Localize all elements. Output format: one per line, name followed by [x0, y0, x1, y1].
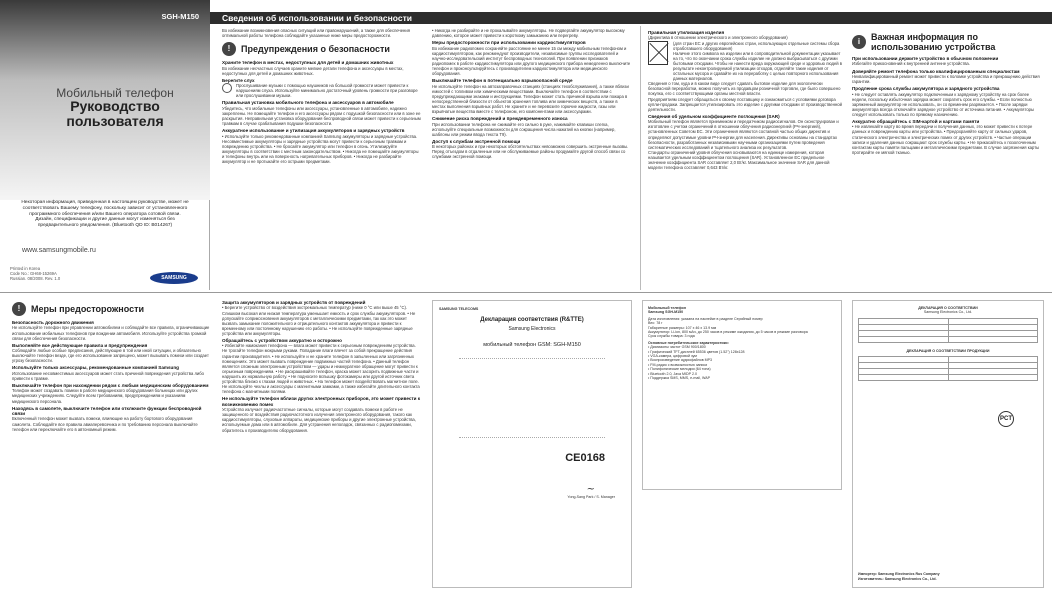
cert-table-2 [858, 356, 1038, 381]
page2-col-b [852, 28, 1044, 290]
paragraph: Стандарты ограничений уровня облучения основываются на единице измерения, которая называется удельным коэффициентом поглощения (SAR). Установленное ЕС предельное значение коэффициента SAR составляет 2,0 Вт/кг. Максимальное значение SAR для данной модели телефона составляет 0,643 Вт/кг. [648, 149, 830, 171]
paragraph: • Берегите устройство от воздействия экстремальных температур (ниже 0 °C или выше 45 °C). Слишком высокая или низкая температура уменьшает емкость и срок службы аккумуляторов. • Не допускайте соприкосновения аккумуляторов с металлическими предметами, так как это может вызвать замыкание положительного и отрицательного контактов аккумулятора и привести к временному или постоянному нарушению его работы. • Не используйте поврежденные зарядные устройства или аккумуляторы. [222, 305, 416, 336]
paragraph: Предприятиям следует обращаться к своему поставщику и ознакомиться с условиями договора купли-продажи. Запрещается утилизировать это изделие с другими отходами от производственной деятельности. [648, 96, 842, 112]
paragraph: • Никогда не разбирайте и не прокалывайте аккумуляторы. Не подвергайте аккумулятор высокому давлению, которое может привести к короткому замыканию или перегреву. [432, 28, 625, 39]
safety-title-text: Предупреждения о безопасности [241, 44, 390, 55]
decl-product: мобильный телефон GSM: SGH-M150 [483, 342, 581, 349]
header-title: Сведения об использовании и безопасности [222, 13, 412, 23]
warning-icon: ! [222, 42, 236, 56]
heading: Правильная утилизация изделия [648, 30, 725, 35]
heading: Выполняйте все действующие правила и предупреждения [12, 342, 148, 348]
decl-title: Декларация соответствия (R&TTE) [480, 317, 584, 324]
certificate [852, 300, 1044, 588]
decl-standards-block [459, 358, 605, 438]
spec-title: Мобильный телефон [648, 306, 687, 310]
paragraph: (Директива в отношении электрического и электронного оборудования) [648, 35, 788, 41]
heading: Аккуратное использование и утилизация аккумуляторов и зарядных устройств [222, 128, 405, 134]
model-name: SGH-M150 [161, 12, 199, 21]
cover-url: www.samsungmobile.ru [22, 247, 96, 254]
paragraph: Неквалифицированный ремонт может привести к поломке устройства и прекращению действия гарантии. [852, 73, 1040, 84]
decl-company: Samsung Electronics [508, 326, 556, 333]
importer-heading: Импортер: Samsung Electronics Rus Company [858, 572, 940, 577]
paragraph: Телефон может создавать помехи в работе медицинского оборудования больницах или других медицинских учреждениях. Следуйте всем требованиям, предупреждениям и указаниям медицинского персонала. [12, 388, 198, 404]
cert-title2: ДЕКЛАРАЦИЯ О СООТВЕТСТВИИ ПРОДУКЦИИ [906, 348, 990, 353]
heading: Выключайте телефон при нахождении рядом с любым медицинским оборудованием [12, 382, 209, 388]
heading: Меры предосторожности при использовании кардиостимуляторов [432, 40, 586, 46]
paragraph: Не используйте телефон при управлении автомобилем и соблюдайте все правила, ограничивающие использование мобильных телефонов при вождении автомобиля. Используйте устройства громкой связи для обеспечения безопасности. [12, 325, 210, 341]
page1-col-b [432, 28, 632, 290]
heading: Храните телефон в местах, недоступных для детей и домашних животных [222, 60, 394, 66]
cert-title: ДЕКЛАРАЦИЯ О СООТВЕТСТВИИ [918, 306, 978, 310]
ce-mark: CE0168 [565, 452, 605, 465]
heading: Доверяйте ремонт телефона только квалифицированным специалистам [852, 68, 1020, 74]
gost-mark: PCT [998, 411, 1014, 427]
page3-col-b [222, 298, 422, 590]
cert-table [858, 318, 1038, 343]
cert-footer [858, 572, 1040, 581]
cover-note: Некоторая информация, приведенная в настоящем руководстве, может не соответствовать Вашему телефону, поскольку зависит от установленного программного обеспечения и/или Вашего оператора сотовой связи. Дизайн, спецификации и другие данные могут изменяться без предварительного уведомления. (Bluetooth QD ID: B014267) [21, 200, 189, 229]
heading: Обращайтесь с устройством аккуратно и осторожно [222, 337, 342, 343]
important-section-title [852, 32, 1044, 52]
header-bar [210, 12, 1052, 24]
intro-text: Во избежание возникновения опасных ситуаций или правонарушений, а также для обеспечения оптимальной работы телефона соблюдайте указанные ниже меры предосторожности. [222, 28, 410, 39]
spec-features-heading: Основные потребительские характеристики: [648, 340, 729, 345]
info-icon: i [852, 35, 866, 49]
heading: Доступ к службам экстренной помощи [432, 138, 521, 144]
cover-page [0, 0, 210, 290]
cover-title-line2: Руководство пользователя [66, 98, 164, 129]
rtte-declaration [432, 300, 632, 588]
crossed-bin-icon [648, 41, 668, 65]
heading: Используйте только аксессуары, рекомендованные компанией Samsung [12, 365, 179, 371]
heading: Сведения об удельном коэффициенте поглощения (SAR) [648, 113, 780, 119]
paragraph: Избегайте прикосновений к внутренней антенне устройства. [852, 61, 970, 67]
spec-features: • Диапазоны частот GSM 900/1800 • Графический TFT-дисплей 65536 цветов (1.52") 128x128 • VGA-камера, цифровой зум • Воспроизведение аудиофайлов MP3 • FM-радио с возможностью записи • Полифонические мелодии (64 тона) • Bluetooth 2.0, Java MIDP 2.0 • Поддержка SMS, MMS, e-mail, WAP [648, 345, 745, 381]
heading: Снижение риска повреждений и преждевременного износа [432, 116, 568, 122]
paragraph: Убедитесь, что мобильные телефоны или аксессуары, установленные в автомобиле, надежно закреплены. Не помещайте телефон и его аксессуары рядом с подушкой безопасности или в зоне ее раскрытия. Неправильная установка оборудования беспроводной связи может привести к серьезным травмам в случае срабатывания подушки безопасности. [222, 105, 421, 127]
sheet-divider [0, 292, 1052, 293]
heading: Правильная установка мобильного телефона и аксессуаров в автомобиле [222, 100, 394, 106]
paragraph: • Используйте только рекомендованные компанией Samsung аккумуляторы и зарядные устройства. Несовместимые аккумуляторы и зарядные устройства могут привести к серьезным травмам и повреждению устройства. • Не бросайте аккумулятор или телефон в огонь. Утилизируйте аккумуляторы в соответствии с местным законодательством. • Никогда не помещайте аккумуляторы и телефоны внутрь или на поверхность нагревательных приборов. • Никогда не разбирайте аккумулятор и не протыкайте его острыми предметами. [222, 133, 419, 165]
paragraph: Мобильный телефон является приемником и передатчиком радиосигналов. Он сконструирован и изготовлен с учетом ограничений в отношении облучения радиоэнергией (РЧ-энергией), установленных Советом ЕС. Эти ограничения являются составной частью общих директив и определяют допустимые уровни РЧ-энергии для населения. Директивы основаны на стандартах безопасности, разработанных независимыми научными организациями путем проведения систематических исследований и тщательного анализа их результатов. [648, 119, 839, 150]
paragraph: Включенный телефон может вызвать помехи, влияющие на работу бортового оборудования самолета. Соблюдайте все правила авиаперевозчика и по требованию персонала выключайте телефон или переключайте его в автономный режим. [12, 416, 198, 432]
page1-col-a [222, 28, 422, 290]
heading: Аккуратно обращайтесь с SIM-картой и картами памяти [852, 118, 980, 124]
warning-icon: ! [12, 302, 26, 316]
page2-col-a [648, 28, 843, 290]
paragraph: • Не следует оставлять аккумулятор подключенным к зарядному устройству на срок более недели, поскольку избыточная зарядка может сократить срок его службы. • Если полностью заряженный аккумулятор не использовать, он со временем разряжается. • После зарядки аккумулятора всегда отключайте зарядное устройство от источника питания. • Аккумуляторы следует использовать только по прямому назначению. [852, 91, 1034, 117]
paragraph: Использование несовместимых аксессуаров может стать причиной повреждения устройства либо привести к травме. [12, 370, 204, 381]
heading: Защита аккумуляторов и зарядных устройств от повреждений [222, 300, 366, 305]
maker-heading: Изготовитель: Samsung Electronics Co., Ltd. [858, 576, 937, 581]
heading: При использовании держите устройство в обычном положении [852, 56, 999, 61]
signature: ~ [586, 484, 595, 496]
paragraph: Во избежание радиопомех сохраняйте расстояние не менее 15 см между мобильным телефоном и кардиостимулятором, как рекомендуют производители, независимые группы исследователей и научно-исследовательский институт беспроводных технологий. При появлении признаков радиопомех в работе кардиостимулятора или другого медицинского прибора немедленно выключите телефон и проконсультируйтесь с производителем кардиостимулятора или медицинского оборудования. [432, 45, 631, 77]
heading: Продление срока службы аккумулятора и зарядного устройства [852, 86, 1000, 92]
heading: Безопасность дорожного движения [12, 320, 94, 325]
spec-sheet [642, 300, 842, 490]
paragraph: Соблюдайте любые особые предписания, действующие в той или иной ситуации, и обязательно выключайте телефон везде, где его использование запрещено, может вызывать помехи или создает угрозу безопасности. [12, 348, 209, 364]
paragraph: При использовании телефона не сжимайте его сильно в руке, нажимайте клавиши слегка, используйте специальные возможности для сокращения числа нажатий на кнопки (например, шаблоны или режим ввода текста Т9). [432, 121, 616, 137]
decl-signer: Yong-Sang Park / S. Manager [567, 495, 615, 500]
heading: Не используйте телефон вблизи других электронных приборов, это может привести к возникновению помех [222, 396, 421, 407]
paragraph: Прослушивание музыки с помощью наушников на большой громкости может привести к нарушениям слуха. Используйте минимально достаточный уровень громкости при разговоре или прослушивании музыки. [236, 83, 418, 99]
precautions-section-title [12, 302, 212, 316]
paragraph: • Не извлекайте карту во время передачи и получения данных, это может привести к потере данных и повреждению карты или устройства. • Предохраняйте карту от сильных ударов, статического электричества и электрических помех от других устройств. • Частые операции записи и удаления данных сокращают срок службы карты. • Не прикасайтесь к позолоченным контактам карты памяти пальцами и металлическими предметами. В случае загрязнения карты протирайте ее мягкой тканью. [852, 124, 1040, 155]
page-fold [640, 26, 641, 290]
precautions-title-text: Меры предосторожности [31, 304, 145, 314]
page3-col-a [12, 298, 212, 590]
ear-icon [222, 83, 232, 93]
safety-section-title [222, 42, 422, 56]
paragraph: Устройство излучает радиочастотные сигналы, которые могут создавать помехи в работе не защищенного от воздействия радиочастотного излучения электронного оборудования, такого как кардиостимуляторы, слуховые аппараты, медицинские приборы и другие электронные устройства, используемые дома или в автомобиле. Для устранения неполадок, связанных с радиопомехами, обратитесь к производителю оборудования. [222, 407, 416, 433]
paragraph: (для стран ЕС и других европейских стран, использующих отдельные системы сбора отработавшего оборудования) [673, 40, 840, 51]
heading: Находясь в самолете, выключите телефон или отключите функции беспроводной связи [12, 405, 202, 417]
paragraph: Наличие этого символа на изделии или в сопроводительной документации указывает на то, что по окончании срока службы изделие не должно выбрасываться с другими бытовыми отходами. Чтобы не нанести вреда окружающей среде и здоровью людей в результате неконтролируемой утилизации отходов, отделяйте такие изделия от остальных мусора и сдавайте их на переработку с целью повторного использования данных материалов. [673, 50, 843, 82]
samsung-logo: SAMSUNG [150, 272, 198, 284]
paragraph: Сведения о том, куда и в каком виде следует сдавать бытовое изделие для экологически безопасной переработки, можно получить из продавцом розничной торговли, где было совершено покупка, его с соответствующими органы местной власти. [648, 81, 841, 97]
heading: Берегите слух [222, 77, 255, 83]
paragraph: Не используйте телефон на автозаправочных станциях (станциях техобслуживания), а также вблизи емкостей с топливом или химическими веществами. Выключайте телефон в соответствии с предупреждающими знаками и инструкциями. Телефон может стать причиной взрыва или пожара в непосредственной близости от объектов хранения топлива или химических веществ, а также в местах выполнения взрывных работ. Не храните и не перевозите горючие жидкости, газы или взрывчатые вещества вместе с телефоном, его компонентами или аксессуарами. [432, 83, 629, 115]
heading: Выключайте телефон в потенциально взрывоопасной среде [432, 78, 573, 84]
important-title-text: Важная информация по использованию устройства [871, 32, 996, 52]
spec-model: Samsung SGH-M150 [648, 310, 684, 315]
spec-lines: Дата изготовления: указана на наклейке в разделе Серийный номер Вес: 78 г Габаритные размеры: 107 x 46 x 13.9 мм Аккумулятор: Li-ion, 800 мАч, до 250 часов в режиме ожидания, до 5 часов в режиме разговора Срок службы товара: 3 года [648, 316, 808, 339]
paragraph: В некоторых районах и при некоторых обстоятельствах невозможно совершить экстренные вызовы. Перед отъездом в отдаленные или не обслуживаемые районы продумайте другой способ связи со службами экстренной помощи. [432, 144, 629, 160]
decl-brand: SAMSUNG TELECOMS [439, 307, 479, 311]
paragraph: • Избегайте намокания телефона — влага может привести к серьезным повреждениям устройства. Не трогайте телефон мокрыми руками. Попадание влаги влечет за собой прекращение действия гарантии производителя. • Не используйте и не храните телефон в запыленных или загрязненных помещениях. Это может вызвать повреждение подвижных частей телефона. • Данный телефон является сложным электронным устройством — удары и неаккуратное обращение могут привести к серьезным повреждениям. • Не раскрашивайте телефон, краска может засорить подвижные части и нарушить их нормальную работу. • Не подносите вспышку фотокамеры или другой источник света устройства близко к глазам людей и животных. • На телефон может воздействовать магнитное поле. Не используйте чехлы и аксессуары с магнитными замками, а также избегайте длительного контакта телефона с магнитными полями. [222, 343, 420, 395]
paragraph: Во избежание несчастных случаев храните мелкие детали телефона и аксессуары в местах, недоступных для детей и домашних животных. [222, 65, 404, 76]
cert-sub: Samsung Electronics Co., Ltd. [923, 310, 973, 315]
print-info: Printed in Korea Code No.: GH68-15269A Russian. 08/2008. Rev. 1.0 [10, 266, 61, 281]
cover-title-line1: Мобильный телефон [56, 86, 174, 100]
